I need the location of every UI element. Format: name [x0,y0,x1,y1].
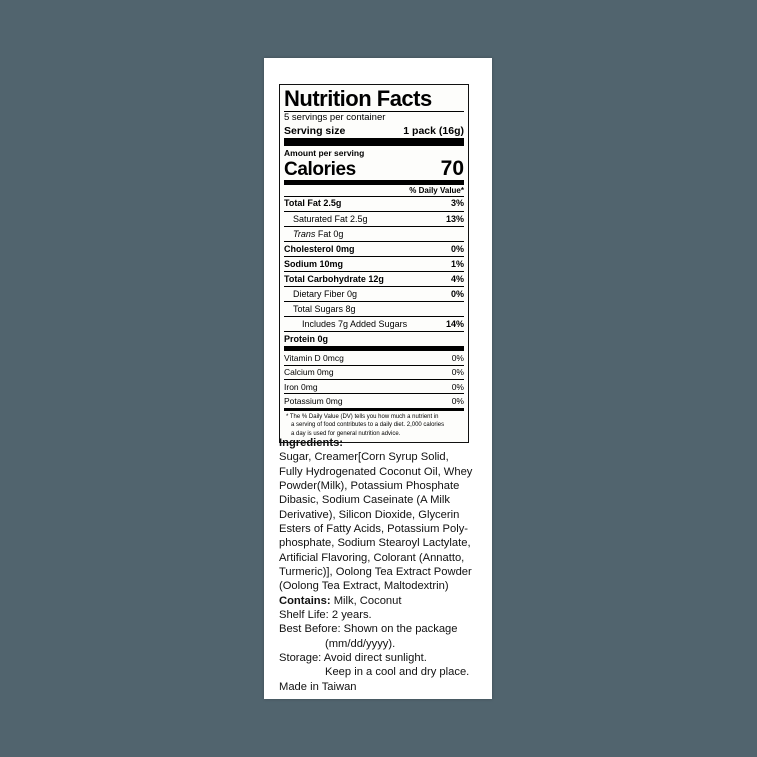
footnote-line-2: a serving of food contributes to a daily diet. 2,000 calories [291,422,445,429]
product-info-block [279,436,475,694]
nutrient-daily-value: 1% [450,258,464,269]
nutrient-daily-value: 13% [445,213,464,224]
contains-text: Milk, Coconut [333,594,402,607]
nutrient-name: Total Fat 2.5g [284,198,342,209]
vitamin-rows [284,351,464,407]
nutrient-daily-value: 4% [450,273,464,284]
nutrient-name: Protein 0g [284,333,329,344]
nutrient-name: Cholesterol 0mg [284,243,355,254]
nutrient-name: Saturated Fat 2.5g [293,213,368,224]
nutrition-facts-title: Nutrition Facts [284,86,432,111]
calories-value: 70 [440,156,464,180]
nutrient-name-italic: Trans [293,228,316,239]
vitamin-daily-value: 0% [451,395,464,406]
calories-label: Calories [284,158,356,180]
footnote-line-1: * The % Daily Value (DV) tells you how much a nutrient in [286,413,439,420]
best-before: Best Before: Shown on the package [279,623,458,636]
best-before-format: (mm/dd/yyyy). [325,637,396,650]
calories-row [284,158,464,180]
nutrient-row [284,272,464,286]
nutrient-daily-value: 3% [450,198,464,209]
footnote-line-3: a day is used for general nutrition advice. [291,431,401,438]
vitamin-name: Calcium 0mg [284,367,334,378]
nutrient-rows [284,197,464,346]
nutrient-daily-value: 0% [450,288,464,299]
nutrient-name: Includes 7g Added Sugars [302,318,408,329]
made-in: Made in Taiwan [279,680,357,693]
package-back-panel [264,58,492,699]
servings-per-container: 5 servings per container [284,112,386,124]
daily-value-header: % Daily Value* [409,185,464,195]
nutrient-daily-value: 0% [450,243,464,254]
vitamin-name: Vitamin D 0mcg [284,352,344,363]
nutrient-name: Sodium 10mg [284,258,344,269]
vitamin-row [284,351,464,364]
vitamin-name: Potassium 0mg [284,395,343,406]
nutrient-row [284,317,464,331]
divider-servings [284,138,464,146]
nutrient-row [284,197,464,211]
nutrient-name: Total Sugars 8g [293,303,356,314]
vitamin-daily-value: 0% [451,381,464,392]
serving-size-value: 1 pack (16g) [403,124,464,137]
vitamin-daily-value: 0% [451,367,464,378]
vitamin-row [284,394,464,407]
shelf-life: Shelf Life: 2 years. [279,608,372,621]
vitamin-row [284,380,464,393]
ingredients-text: Sugar, Creamer[Corn Syrup Solid, Fully Hydrogenated Coconut Oil, Whey Powder(Milk), Potassium Phosphate Dibasic, Sodium Caseinate (A Milk Derivative), Silicon Dioxide, Glycerin Esters of Fatty Acids, Potassium Poly-phosphate, Sodium Stearoyl Lactylate, Artificial Flavoring, Colorant (Annatto, Turmeric)], Oolong Tea Extract Powder (Oolong Tea Extract, Maltodextrin) [279,451,473,593]
vitamin-row [284,366,464,379]
nutrient-name: Total Carbohydrate 12g [284,273,384,284]
storage: Storage: Avoid direct sunlight. [279,651,427,664]
nutrition-facts-label [279,84,469,443]
nutrient-row [284,227,464,241]
nutrient-daily-value: 14% [445,318,464,329]
nutrient-row [284,212,464,226]
nutrient-row [284,242,464,256]
vitamin-name: Iron 0mg [284,381,318,392]
contains-line [279,594,475,608]
contains-heading: Contains: [279,594,331,607]
amount-per-serving-label: Amount per serving [284,147,365,158]
nutrient-name: Dietary Fiber 0g [293,288,358,299]
nutrient-row [284,257,464,271]
storage-continued: Keep in a cool and dry place. [325,666,470,679]
serving-size-label: Serving size [284,124,346,137]
serving-size-row [284,125,464,138]
vitamin-daily-value: 0% [451,352,464,363]
nutrient-row [284,287,464,301]
nutrient-name: Trans Fat 0g [293,228,344,239]
nutrient-row [284,332,464,346]
ingredients-heading: Ingredients: [279,437,344,449]
nutrient-row [284,302,464,316]
